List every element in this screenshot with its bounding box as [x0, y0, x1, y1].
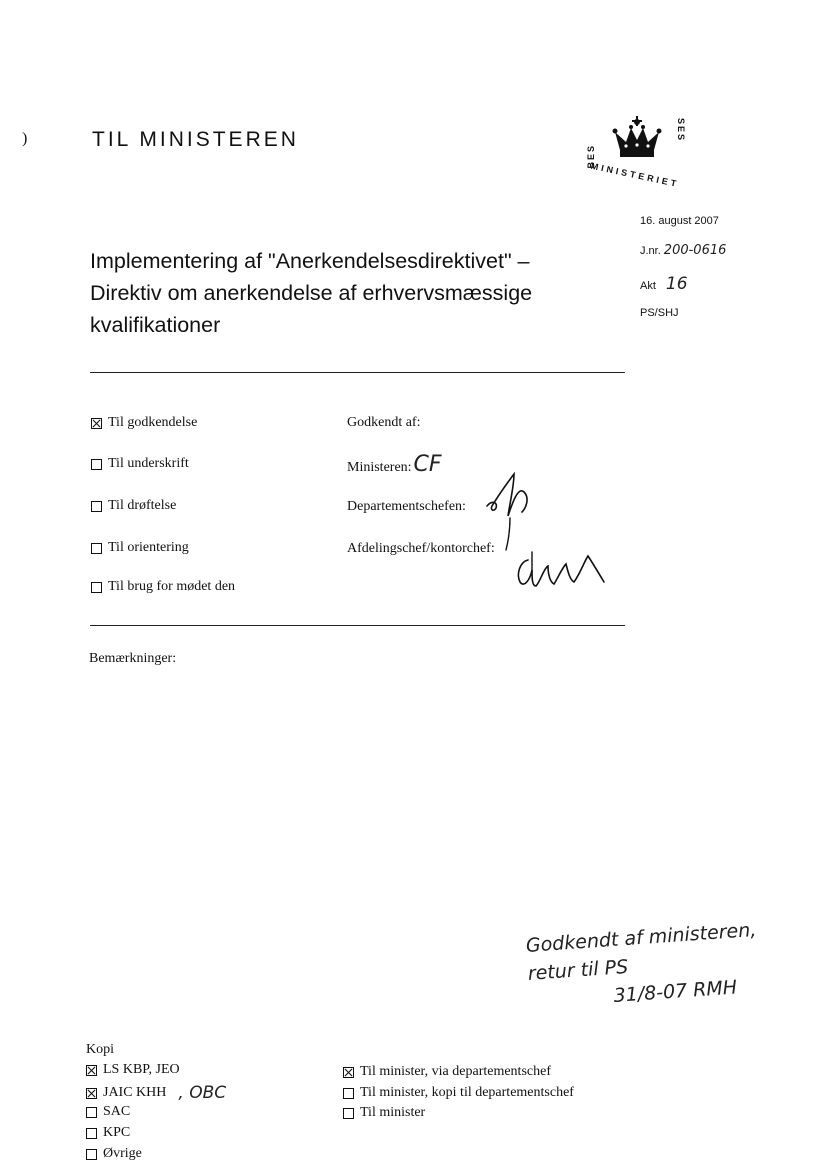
copy-recipient[interactable] [86, 1125, 130, 1141]
jnr-field [640, 243, 726, 258]
copy-routing-label: Til minister, via departementschef [360, 1064, 551, 1079]
divchief-label: Afdelingschef/kontorchef: [347, 541, 495, 556]
checkbox-icon[interactable] [91, 582, 102, 593]
copy-recipient-label: JAIC KHH [103, 1085, 167, 1100]
crest-right-text: SES [676, 118, 686, 143]
handwritten-note-line: Godkendt af ministeren, [525, 918, 757, 957]
handwritten-note [525, 916, 761, 1016]
purpose-option-label: Til brug for mødet den [108, 579, 236, 594]
akt-value: 16 [665, 274, 688, 294]
checkbox-icon[interactable] [86, 1107, 97, 1118]
date-text: 16. august 2007 [640, 215, 719, 227]
checkbox-checked-icon[interactable] [343, 1067, 354, 1078]
copy-routing-option[interactable] [343, 1105, 425, 1121]
minister-label: Ministeren: [347, 460, 412, 475]
minister-approval [347, 452, 442, 477]
document-title-line: Direktiv om anerkendelse af erhvervsmæssige [90, 281, 533, 305]
checkbox-checked-icon[interactable] [86, 1088, 97, 1099]
purpose-option-label: Til underskrift [108, 456, 189, 471]
jnr-value: 200-0616 [663, 243, 727, 258]
ministry-crest-logo [582, 112, 692, 200]
purpose-option-label: Til orientering [108, 540, 189, 555]
purpose-option-label: Til godkendelse [108, 415, 198, 430]
minister-initials: CF [413, 452, 442, 477]
divider [90, 625, 625, 626]
purpose-option[interactable] [91, 579, 235, 595]
purpose-option[interactable] [91, 540, 189, 556]
deptchief-label: Departementschefen: [347, 499, 466, 514]
document-title-line: Implementering af "Anerkendelsesdirektivet" – [90, 249, 530, 273]
margin-mark: ) [22, 130, 28, 147]
checkbox-checked-icon[interactable] [86, 1065, 97, 1076]
copy-routing-label: Til minister, kopi til departementschef [360, 1085, 574, 1100]
copy-handwritten-annotation: , OBC [178, 1083, 227, 1103]
remarks-label: Bemærkninger: [89, 651, 177, 666]
copy-recipient-label: SAC [103, 1104, 131, 1119]
akt-field [640, 274, 688, 294]
checkbox-icon[interactable] [343, 1088, 354, 1099]
handwritten-note-line: 31/8-07 RMH [612, 976, 738, 1007]
initials-text: PS/SHJ [640, 307, 679, 319]
crest-bottom-text: MINISTERIET [589, 160, 681, 190]
divider [90, 372, 625, 373]
crest-left-text: BES [586, 144, 596, 169]
handwritten-note-line: retur til PS [527, 955, 629, 985]
checkbox-icon[interactable] [343, 1108, 354, 1119]
copy-heading: Kopi [86, 1042, 114, 1057]
divchief-signature [514, 548, 606, 592]
checkbox-icon[interactable] [91, 543, 102, 554]
purpose-option[interactable] [91, 456, 189, 472]
copy-recipient-label: Øvrige [103, 1146, 142, 1161]
page-header-title: TIL MINISTEREN [92, 128, 299, 151]
copy-routing-option[interactable] [343, 1064, 551, 1080]
copy-recipient[interactable] [86, 1083, 226, 1103]
checkbox-icon[interactable] [86, 1128, 97, 1139]
copy-recipient[interactable] [86, 1062, 180, 1078]
checkbox-checked-icon[interactable] [91, 418, 102, 429]
checkbox-icon[interactable] [86, 1149, 97, 1160]
document-title-line: kvalifikationer [90, 313, 221, 337]
deptchief-signature [484, 472, 546, 552]
copy-routing-label: Til minister [360, 1105, 426, 1120]
copy-recipient-label: LS KBP, JEO [103, 1062, 180, 1077]
purpose-option[interactable] [91, 498, 176, 514]
approval-heading: Godkendt af: [347, 415, 421, 430]
akt-label: Akt [640, 280, 656, 292]
document-title [90, 245, 610, 341]
checkbox-icon[interactable] [91, 501, 102, 512]
copy-recipient-label: KPC [103, 1125, 131, 1140]
copy-recipient[interactable] [86, 1146, 142, 1162]
copy-routing-option[interactable] [343, 1085, 574, 1101]
copy-recipient[interactable] [86, 1104, 130, 1120]
purpose-option[interactable] [91, 415, 197, 431]
jnr-label: J.nr. [640, 245, 661, 257]
purpose-option-label: Til drøftelse [108, 498, 177, 513]
checkbox-icon[interactable] [91, 459, 102, 470]
